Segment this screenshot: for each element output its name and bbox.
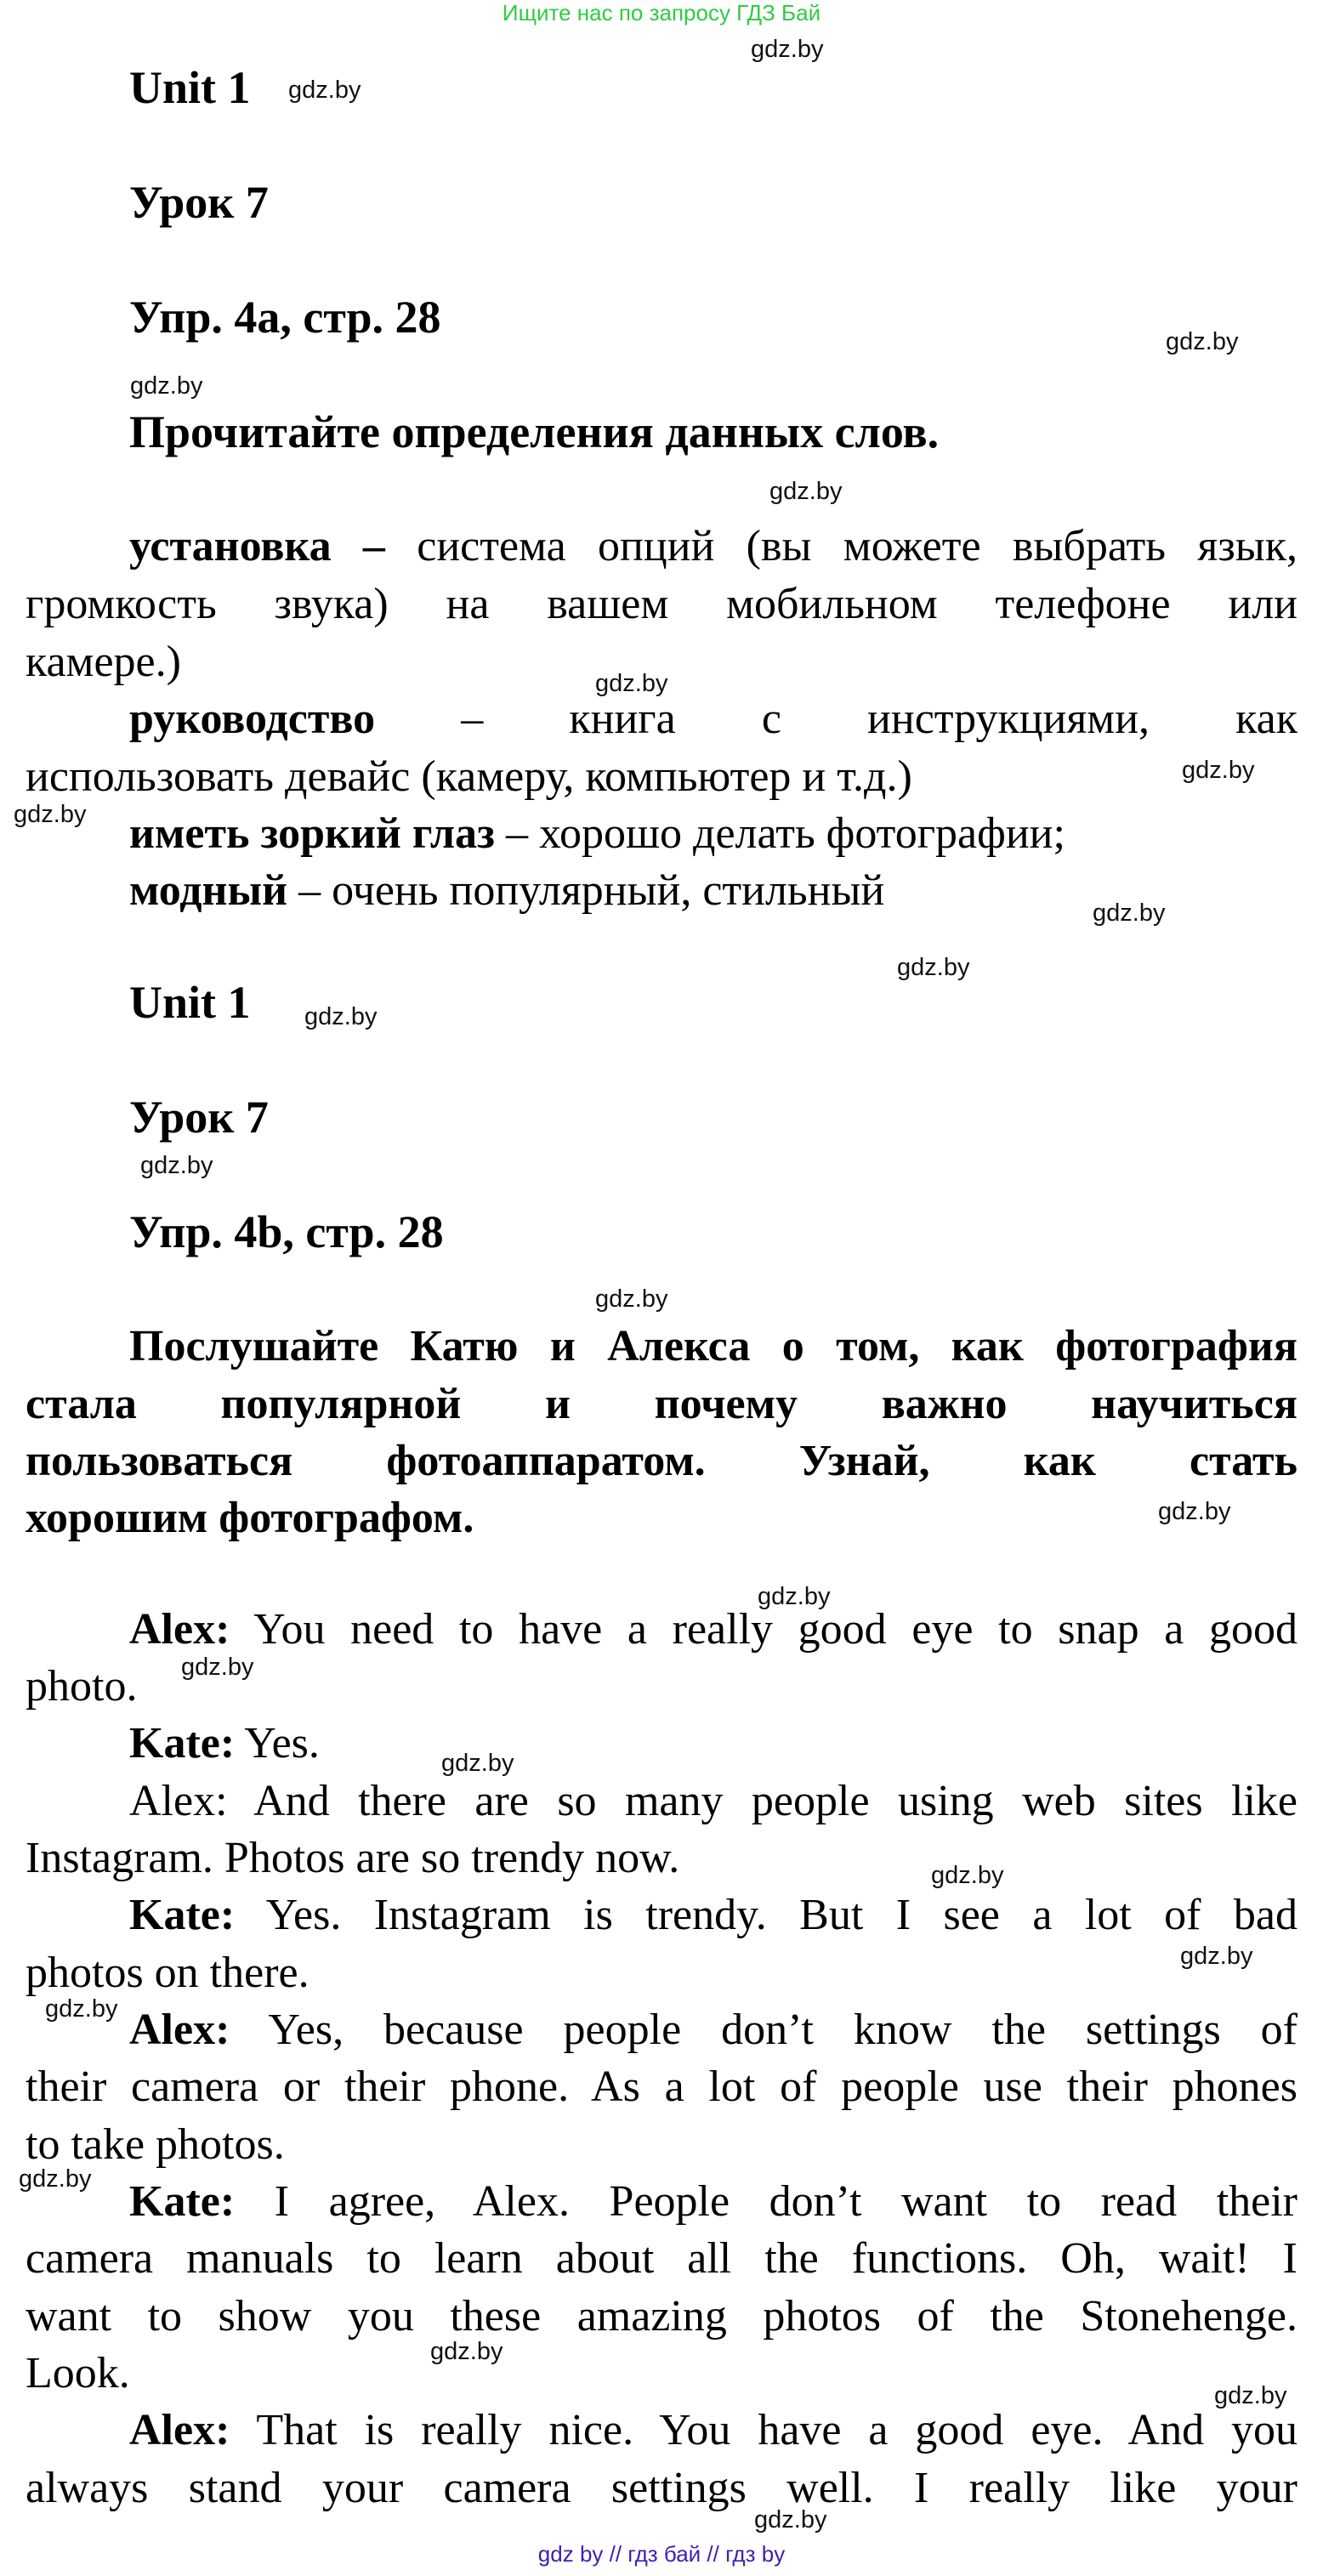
dialogue-line: Kate: Yes. xyxy=(129,1719,320,1767)
definition-line: установка – система опций (вы можете выбрать язык, xyxy=(129,522,1297,570)
footer-banner: gdz by // гдз бай // гдз by xyxy=(537,2541,786,2567)
exercise-heading: Упр. 4b, стр. 28 xyxy=(129,1206,444,1257)
dialogue-line: photo. xyxy=(26,1662,138,1711)
task-line: пользоваться фотоаппаратом. Узнай, как стать xyxy=(26,1437,1297,1485)
dialogue-line: want to show you these amazing photos of the Stonehenge. xyxy=(26,2292,1297,2341)
dialogue-line: always stand your camera settings well. I really like your xyxy=(26,2464,1297,2512)
dialogue-line: their camera or their phone. As a lot of people use their phones xyxy=(26,2063,1297,2111)
watermark: gdz.by xyxy=(288,77,361,104)
definition-line: модный – очень популярный, стильный xyxy=(129,866,885,915)
task-line: хорошим фотографом. xyxy=(26,1494,474,1542)
watermark: gdz.by xyxy=(140,1152,213,1179)
definition-line: иметь зоркий глаз – хорошо делать фотографии; xyxy=(129,809,1065,858)
dialogue-line: Alex: You need to have a really good eye to snap a good xyxy=(129,1605,1297,1654)
dialogue-line: Kate: I agree, Alex. People don’t want to read their xyxy=(129,2177,1297,2226)
watermark: gdz.by xyxy=(1158,1498,1231,1525)
lesson-heading: Урок 7 xyxy=(129,177,269,228)
watermark: gdz.by xyxy=(441,1750,514,1777)
watermark: gdz.by xyxy=(1180,1943,1253,1970)
watermark: gdz.by xyxy=(1182,757,1255,784)
watermark: gdz.by xyxy=(45,1995,118,2023)
watermark: gdz.by xyxy=(897,954,970,981)
dialogue-line: photos on there. xyxy=(26,1949,309,1997)
watermark: gdz.by xyxy=(751,36,824,63)
watermark: gdz.by xyxy=(14,801,87,828)
exercise-heading: Упр. 4а, стр. 28 xyxy=(129,292,441,343)
dialogue-line: camera manuals to learn about all the functions. Oh, wait! I xyxy=(26,2234,1297,2283)
watermark: gdz.by xyxy=(595,670,668,697)
dialogue-line: Look. xyxy=(26,2349,130,2397)
task-heading: Прочитайте определения данных слов. xyxy=(129,406,940,457)
definition-line: руководство – книга с инструкциями, как xyxy=(129,695,1297,743)
dialogue-line: Alex: And there are so many people using web sites like xyxy=(129,1777,1297,1825)
definition-line: громкость звука) на вашем мобильном телефоне или xyxy=(26,580,1297,628)
watermark: gdz.by xyxy=(758,1583,831,1610)
unit-heading: Unit 1 xyxy=(129,977,251,1028)
watermark: gdz.by xyxy=(931,1862,1004,1889)
watermark: gdz.by xyxy=(304,1003,378,1030)
watermark: gdz.by xyxy=(1166,328,1239,355)
watermark: gdz.by xyxy=(754,2506,827,2533)
task-line: стала популярной и почему важно научиться xyxy=(26,1380,1297,1428)
watermark: gdz.by xyxy=(1214,2382,1287,2409)
lesson-heading: Урок 7 xyxy=(129,1092,269,1143)
watermark: gdz.by xyxy=(1093,899,1166,927)
dialogue-line: to take photos. xyxy=(26,2120,285,2169)
definition-line: использовать девайс (камеру, компьютер и т.д.) xyxy=(26,752,912,801)
task-line: Послушайте Катю и Алекса о том, как фотография xyxy=(129,1322,1297,1370)
watermark: gdz.by xyxy=(19,2165,92,2193)
watermark: gdz.by xyxy=(181,1654,254,1681)
dialogue-line: Alex: Yes, because people don’t know the settings of xyxy=(129,2006,1297,2054)
unit-heading: Unit 1 xyxy=(129,62,251,113)
dialogue-line: Kate: Yes. Instagram is trendy. But I see a lot of bad xyxy=(129,1891,1297,1939)
dialogue-line: Alex: That is really nice. You have a good eye. And you xyxy=(129,2406,1297,2454)
definition-line: камере.) xyxy=(26,638,181,686)
watermark: gdz.by xyxy=(595,1285,668,1313)
dialogue-line: Instagram. Photos are so trendy now. xyxy=(26,1834,680,1882)
search-banner: Ищите нас по запросу ГДЗ Бай xyxy=(502,0,821,26)
watermark: gdz.by xyxy=(430,2338,503,2365)
watermark: gdz.by xyxy=(130,372,203,400)
watermark: gdz.by xyxy=(769,478,843,505)
